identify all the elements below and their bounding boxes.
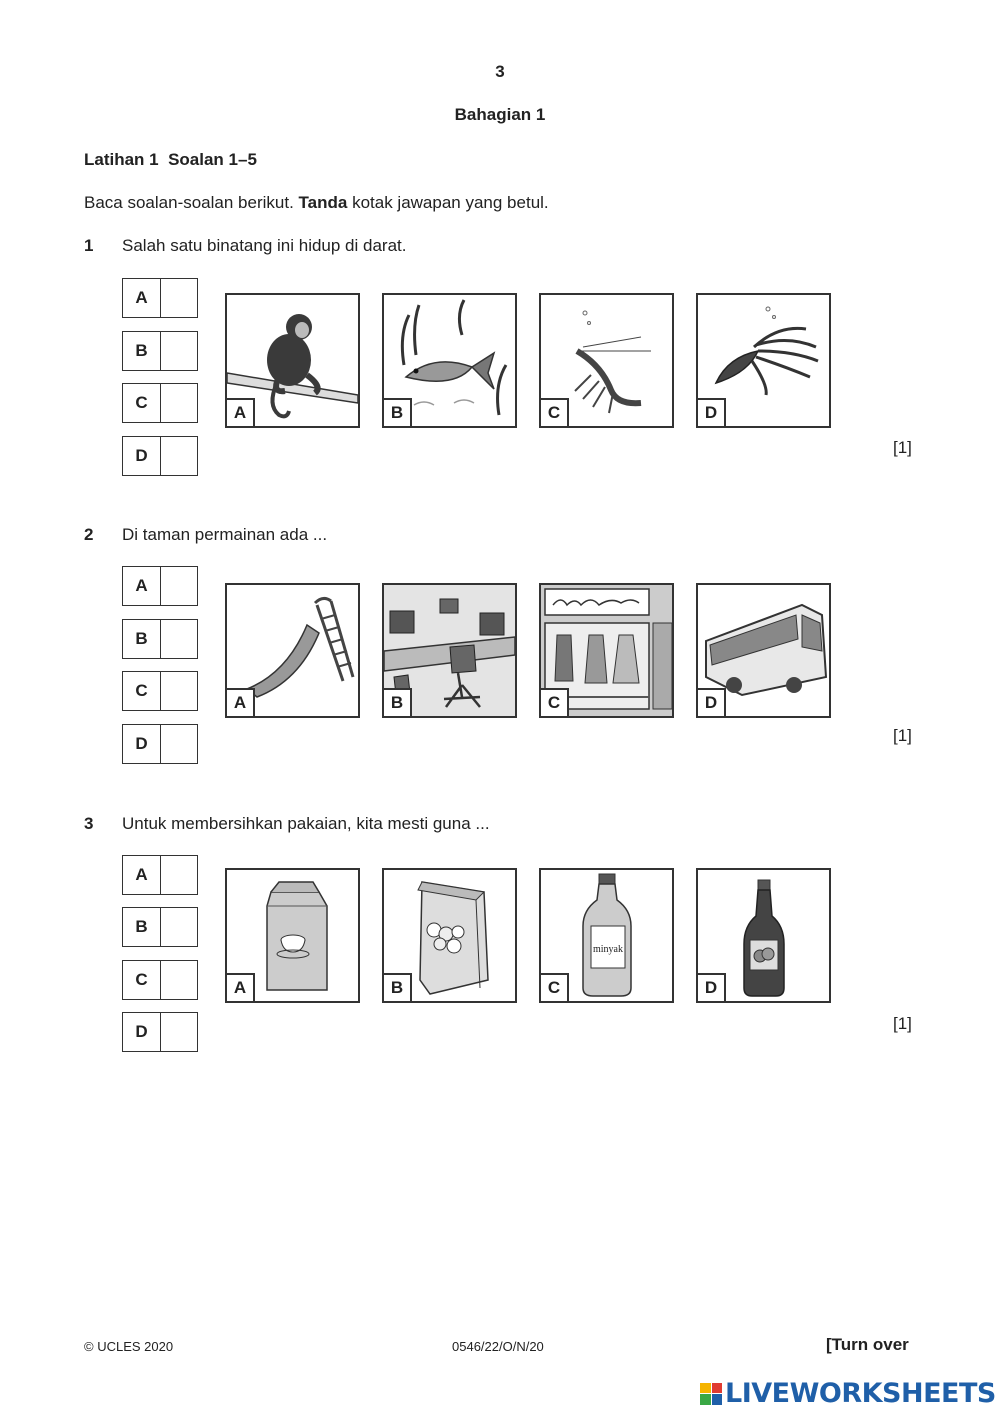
answer-box-3c[interactable] bbox=[122, 960, 198, 1000]
answer-checkbox[interactable] bbox=[161, 672, 197, 710]
liveworksheets-logo-icon bbox=[700, 1383, 722, 1405]
answer-letter: D bbox=[123, 437, 161, 475]
answer-letter: A bbox=[123, 279, 161, 317]
answer-letter: D bbox=[123, 725, 161, 763]
answer-checkbox[interactable] bbox=[161, 908, 197, 946]
brand-text: LIVEWORKSHEETS bbox=[725, 1378, 996, 1409]
picture-letter: C bbox=[541, 973, 569, 1001]
answer-box-3b[interactable] bbox=[122, 907, 198, 947]
answer-checkbox[interactable] bbox=[161, 437, 197, 475]
answer-box-2c[interactable] bbox=[122, 671, 198, 711]
picture-2a bbox=[225, 583, 360, 718]
section-title: Bahagian 1 bbox=[454, 105, 546, 124]
paper-code: 0546/22/O/N/20 bbox=[452, 1339, 544, 1354]
picture-2c bbox=[539, 583, 674, 718]
picture-letter: A bbox=[227, 398, 255, 426]
picture-letter: D bbox=[698, 688, 726, 716]
picture-1b bbox=[382, 293, 517, 428]
picture-letter: A bbox=[227, 973, 255, 1001]
picture-letter: D bbox=[698, 973, 726, 1001]
answer-letter: B bbox=[123, 332, 161, 370]
question-3-number: 3 bbox=[84, 814, 94, 833]
answer-box-1d[interactable] bbox=[122, 436, 198, 476]
answer-checkbox[interactable] bbox=[161, 620, 197, 658]
question-2-mark: [1] bbox=[893, 726, 912, 745]
answer-letter: C bbox=[123, 961, 161, 999]
question-3-mark: [1] bbox=[893, 1014, 912, 1033]
answer-box-2b[interactable] bbox=[122, 619, 198, 659]
answer-checkbox[interactable] bbox=[161, 725, 197, 763]
instructions-bold: Tanda bbox=[298, 193, 348, 212]
answer-checkbox[interactable] bbox=[161, 1013, 197, 1051]
picture-letter: A bbox=[227, 688, 255, 716]
turn-over: [Turn over bbox=[826, 1335, 909, 1354]
answer-letter: B bbox=[123, 908, 161, 946]
picture-letter: B bbox=[384, 688, 412, 716]
picture-1d bbox=[696, 293, 831, 428]
answer-letter: A bbox=[123, 856, 161, 894]
picture-3d bbox=[696, 868, 831, 1003]
answer-box-1c[interactable] bbox=[122, 383, 198, 423]
answer-checkbox[interactable] bbox=[161, 332, 197, 370]
picture-2b bbox=[382, 583, 517, 718]
picture-1c bbox=[539, 293, 674, 428]
copyright: © UCLES 2020 bbox=[84, 1339, 174, 1354]
exercise-label: Latihan 1 Soalan 1–5 bbox=[84, 150, 257, 169]
answer-letter: C bbox=[123, 384, 161, 422]
answer-box-2d[interactable] bbox=[122, 724, 198, 764]
answer-checkbox[interactable] bbox=[161, 384, 197, 422]
picture-3a bbox=[225, 868, 360, 1003]
instructions bbox=[84, 193, 549, 213]
question-1-text: Salah satu binatang ini hidup di darat. bbox=[122, 236, 407, 255]
answer-box-1a[interactable] bbox=[122, 278, 198, 318]
picture-letter: C bbox=[541, 398, 569, 426]
question-1-number: 1 bbox=[84, 236, 94, 255]
answer-checkbox[interactable] bbox=[161, 567, 197, 605]
picture-3b bbox=[382, 868, 517, 1003]
picture-letter: B bbox=[384, 398, 412, 426]
question-2-number: 2 bbox=[84, 525, 94, 544]
question-2-text: Di taman permainan ada ... bbox=[122, 525, 328, 544]
brand-logo[interactable] bbox=[700, 1378, 996, 1409]
question-1-mark: [1] bbox=[893, 438, 912, 457]
question-3-text: Untuk membersihkan pakaian, kita mesti guna ... bbox=[122, 814, 490, 833]
answer-checkbox[interactable] bbox=[161, 856, 197, 894]
answer-checkbox[interactable] bbox=[161, 961, 197, 999]
picture-letter: D bbox=[698, 398, 726, 426]
picture-1a bbox=[225, 293, 360, 428]
picture-letter: B bbox=[384, 973, 412, 1001]
answer-box-2a[interactable] bbox=[122, 566, 198, 606]
page-number: 3 bbox=[495, 62, 505, 81]
oil-label: minyak bbox=[593, 944, 623, 955]
answer-letter: B bbox=[123, 620, 161, 658]
answer-box-1b[interactable] bbox=[122, 331, 198, 371]
answer-letter: D bbox=[123, 1013, 161, 1051]
picture-letter: C bbox=[541, 688, 569, 716]
answer-box-3d[interactable] bbox=[122, 1012, 198, 1052]
instructions-text: Baca soalan-soalan berikut. bbox=[84, 193, 299, 212]
instructions-text-end: kotak jawapan yang betul. bbox=[347, 193, 549, 212]
answer-letter: A bbox=[123, 567, 161, 605]
answer-checkbox[interactable] bbox=[161, 279, 197, 317]
picture-3c bbox=[539, 868, 674, 1003]
answer-box-3a[interactable] bbox=[122, 855, 198, 895]
answer-letter: C bbox=[123, 672, 161, 710]
picture-2d bbox=[696, 583, 831, 718]
